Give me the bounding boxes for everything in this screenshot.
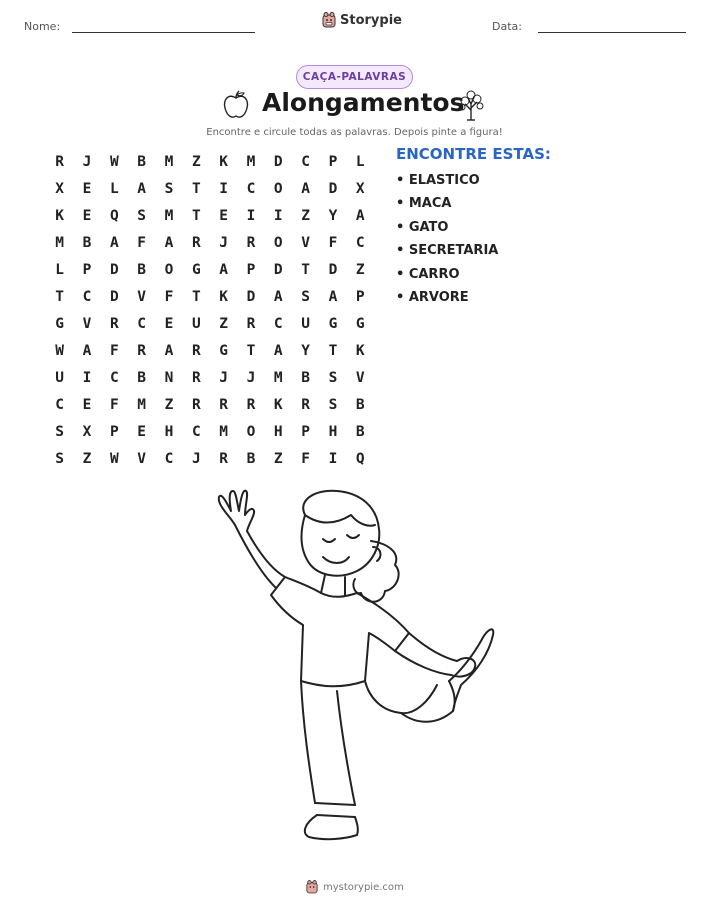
grid-letter[interactable]: R [55, 153, 65, 170]
grid-letter[interactable]: E [82, 396, 92, 413]
storypie-logo-icon [306, 880, 318, 894]
grid-letter[interactable]: I [328, 450, 338, 467]
grid-letter[interactable]: R [219, 450, 228, 467]
instructions: Encontre e circule todas as palavras. Depois pinte a figura! [206, 127, 503, 138]
grid-letter[interactable]: T [328, 342, 338, 359]
storypie-logo-icon [322, 12, 336, 28]
grid-letter[interactable]: T [191, 180, 201, 197]
grid-letter[interactable]: A [273, 342, 283, 359]
grid-letter[interactable]: P [355, 288, 365, 305]
grid-letter[interactable]: P [246, 261, 256, 278]
grid-letter[interactable]: D [328, 261, 338, 278]
grid-letter[interactable]: F [109, 342, 119, 359]
grid-letter[interactable]: S [55, 450, 65, 467]
grid-letter[interactable]: S [137, 207, 147, 224]
grid-letter[interactable]: W [55, 342, 65, 359]
grid-letter[interactable]: B [137, 369, 147, 386]
grid-letter[interactable]: M [137, 396, 147, 413]
grid-letter[interactable]: Z [273, 450, 283, 467]
grid-letter[interactable]: A [273, 288, 283, 305]
grid-letter[interactable]: Z [82, 450, 92, 467]
grid-letter[interactable]: M [164, 153, 174, 170]
grid-letter[interactable]: O [246, 423, 256, 440]
date-line[interactable] [538, 32, 686, 33]
grid-letter[interactable]: A [301, 180, 310, 197]
grid-letter[interactable]: O [273, 180, 283, 197]
name-line[interactable] [72, 32, 255, 33]
grid-letter[interactable]: J [246, 369, 256, 386]
tree-icon [456, 90, 486, 122]
grid-letter[interactable]: K [219, 288, 228, 305]
word-item: • ARVORE [396, 289, 469, 305]
grid-letter[interactable]: N [164, 369, 174, 386]
grid-letter[interactable]: P [82, 261, 92, 278]
grid-letter[interactable]: C [301, 153, 310, 170]
grid-letter[interactable]: H [164, 423, 174, 440]
grid-letter[interactable]: C [273, 315, 283, 332]
grid-letter[interactable]: H [273, 423, 283, 440]
grid-letter[interactable]: I [82, 369, 92, 386]
date-label: Data: [492, 20, 522, 33]
grid-letter[interactable]: M [164, 207, 174, 224]
grid-letter[interactable]: M [246, 153, 256, 170]
grid-letter[interactable]: S [328, 396, 338, 413]
grid-letter[interactable]: M [55, 234, 65, 251]
grid-letter[interactable]: R [191, 369, 201, 386]
grid-letter[interactable]: V [137, 450, 147, 467]
grid-letter[interactable]: M [219, 423, 228, 440]
grid-letter[interactable]: Q [355, 450, 365, 467]
grid-letter[interactable]: I [273, 207, 283, 224]
word-list-title: ENCONTRE ESTAS: [396, 145, 551, 163]
grid-letter[interactable]: R [191, 342, 201, 359]
word-item: • ELASTICO [396, 173, 480, 188]
grid-letter[interactable]: V [301, 234, 310, 251]
grid-letter[interactable]: X [355, 180, 365, 197]
grid-letter[interactable]: F [164, 288, 174, 305]
grid-letter[interactable]: T [191, 288, 201, 305]
name-label: Nome: [24, 20, 61, 33]
grid-letter[interactable]: E [219, 207, 228, 224]
grid-letter[interactable]: E [82, 180, 92, 197]
grid-letter[interactable]: D [246, 288, 256, 305]
grid-letter[interactable]: C [355, 234, 365, 251]
grid-letter[interactable]: G [55, 315, 65, 332]
grid-letter[interactable]: Z [355, 261, 365, 278]
grid-letter[interactable]: A [164, 234, 174, 251]
grid-letter[interactable]: S [328, 369, 338, 386]
grid-letter[interactable]: C [109, 369, 119, 386]
grid-letter[interactable]: B [355, 396, 365, 413]
grid-letter[interactable]: U [191, 315, 201, 332]
grid-letter[interactable]: R [301, 396, 310, 413]
grid-letter[interactable]: G [328, 315, 338, 332]
grid-letter[interactable]: T [301, 261, 310, 278]
grid-letter[interactable]: M [273, 369, 283, 386]
grid-letter[interactable]: K [219, 153, 228, 170]
grid-letter[interactable]: F [137, 234, 147, 251]
grid-letter[interactable]: A [137, 180, 147, 197]
grid-letter[interactable]: G [219, 342, 228, 359]
grid-letter[interactable]: A [109, 234, 119, 251]
grid-letter[interactable]: D [109, 261, 119, 278]
grid-letter[interactable]: X [82, 423, 92, 440]
grid-letter[interactable]: S [301, 288, 310, 305]
grid-letter[interactable]: D [109, 288, 119, 305]
grid-letter[interactable]: W [109, 153, 119, 170]
grid-letter[interactable]: C [246, 180, 256, 197]
footer [306, 880, 404, 894]
grid-letter[interactable]: F [301, 450, 310, 467]
word-list [396, 170, 498, 310]
grid-letter[interactable]: Q [109, 207, 119, 224]
grid-letter[interactable]: C [137, 315, 147, 332]
grid-letter[interactable]: A [219, 261, 228, 278]
grid-letter[interactable]: W [109, 450, 119, 467]
grid-letter[interactable]: J [219, 234, 228, 251]
grid-letter[interactable]: G [191, 261, 201, 278]
girl-stretching-illustration [205, 485, 505, 850]
grid-letter[interactable]: C [82, 288, 92, 305]
grid-letter[interactable]: L [55, 261, 65, 278]
grid-letter[interactable]: K [355, 342, 365, 359]
grid-letter[interactable]: Z [301, 207, 310, 224]
grid-letter[interactable]: B [246, 450, 256, 467]
grid-letter[interactable]: R [137, 342, 147, 359]
grid-letter[interactable]: P [301, 423, 310, 440]
grid-letter[interactable]: V [82, 315, 92, 332]
grid-letter[interactable]: E [164, 315, 174, 332]
grid-letter[interactable]: P [328, 153, 338, 170]
grid-letter[interactable]: S [164, 180, 174, 197]
page-title: Alongamentos [262, 88, 465, 117]
brand-name: Storypie [340, 12, 402, 28]
grid-letter[interactable]: P [109, 423, 119, 440]
grid-letter[interactable]: A [328, 288, 338, 305]
grid-letter[interactable]: G [355, 315, 365, 332]
grid-letter[interactable]: C [191, 423, 201, 440]
grid-letter[interactable]: A [82, 342, 92, 359]
grid-letter[interactable]: I [246, 207, 256, 224]
grid-letter[interactable]: T [191, 207, 201, 224]
word-item: • MACA [396, 196, 452, 212]
grid-letter[interactable]: R [246, 315, 256, 332]
grid-letter[interactable]: D [273, 153, 283, 170]
grid-letter[interactable]: V [355, 369, 365, 386]
grid-letter[interactable]: Z [164, 396, 174, 413]
grid-letter[interactable]: Y [301, 342, 310, 359]
grid-letter[interactable]: D [328, 180, 338, 197]
footer-url[interactable]: mystorypie.com [323, 881, 404, 893]
grid-letter[interactable]: B [137, 261, 147, 278]
grid-letter[interactable]: C [164, 450, 174, 467]
apple-icon [222, 90, 250, 120]
grid-letter[interactable]: R [246, 396, 256, 413]
grid-letter[interactable]: Y [328, 207, 338, 224]
word-search-grid[interactable] [46, 148, 374, 472]
grid-letter[interactable]: V [137, 288, 147, 305]
grid-letter[interactable]: E [137, 423, 147, 440]
brand-logo [322, 12, 402, 28]
grid-letter[interactable]: C [55, 396, 65, 413]
grid-letter[interactable]: U [55, 369, 65, 386]
grid-letter[interactable]: J [191, 450, 201, 467]
grid-letter[interactable]: F [109, 396, 119, 413]
grid-letter[interactable]: R [191, 234, 201, 251]
grid-letter[interactable]: R [219, 396, 228, 413]
grid-letter[interactable]: I [219, 180, 228, 197]
grid-letter[interactable]: J [219, 369, 228, 386]
word-item: • CARRO [396, 266, 460, 282]
category-badge: CAÇA-PALAVRAS [296, 65, 413, 89]
grid-letter[interactable]: Z [219, 315, 228, 332]
grid-letter[interactable]: S [55, 423, 65, 440]
grid-letter[interactable]: O [273, 234, 283, 251]
grid-letter[interactable]: K [55, 207, 65, 224]
word-item: • GATO [396, 219, 449, 235]
grid-letter[interactable]: B [355, 423, 365, 440]
grid-letter[interactable]: A [355, 207, 365, 224]
grid-letter[interactable]: B [137, 153, 147, 170]
grid-letter[interactable]: E [82, 207, 92, 224]
grid-letter[interactable]: T [246, 342, 256, 359]
grid-letter[interactable]: L [109, 180, 119, 197]
grid-letter[interactable]: R [246, 234, 256, 251]
grid-letter[interactable]: U [301, 315, 310, 332]
grid-letter[interactable]: D [273, 261, 283, 278]
grid-letter[interactable]: R [191, 396, 201, 413]
grid-letter[interactable]: F [328, 234, 338, 251]
grid-letter[interactable]: O [164, 261, 174, 278]
grid-letter[interactable]: A [164, 342, 174, 359]
grid-letter[interactable]: X [55, 180, 65, 197]
grid-letter[interactable]: K [273, 396, 283, 413]
grid-letter[interactable]: T [55, 288, 65, 305]
grid-letter[interactable]: L [355, 153, 365, 170]
word-item: • SECRETARIA [396, 243, 499, 259]
grid-letter[interactable]: B [301, 369, 310, 386]
grid-letter[interactable]: R [109, 315, 119, 332]
grid-letter[interactable]: B [82, 234, 92, 251]
grid-letter[interactable]: J [82, 153, 92, 170]
grid-letter[interactable]: H [328, 423, 338, 440]
grid-letter[interactable]: Z [191, 153, 201, 170]
